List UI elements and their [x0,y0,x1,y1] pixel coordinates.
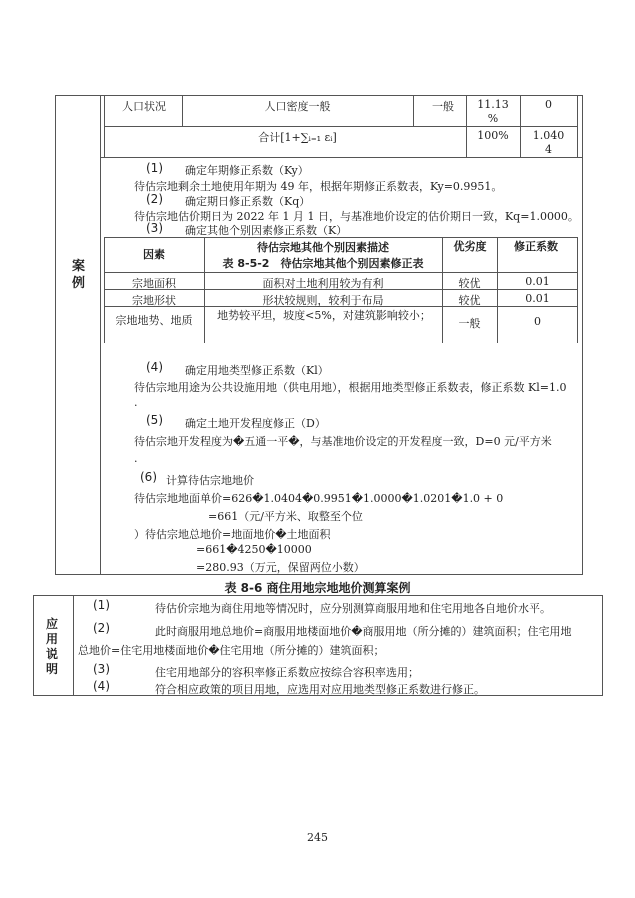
cell: 人口密度一般 [264,100,331,113]
step-text: . [134,452,138,465]
step-number: (1) [146,161,163,175]
step-title: 确定土地开发程度修正（D） [185,417,326,430]
cell: 0.01 [525,292,550,305]
total-label: 合计[1+∑ᵢ₌₁ εᵢ] [258,131,337,144]
cell: 形状较规则，较利于布局 [262,294,384,307]
header-grade: 优劣度 [453,240,487,253]
table-caption: 表 8-5-2 待估宗地其他个别因素修正表 [222,257,424,270]
item-number: (4) [93,679,110,693]
cell: 面积对土地利用较为有利 [262,277,384,290]
cell: 一般 [458,317,481,330]
factor-table [104,237,578,343]
item-text: 总地价=住宅用地楼面地价�住宅用地（所分摊的）建筑面积； [78,644,385,657]
header-desc: 待估宗地其他个别因素描述 [257,241,389,254]
step-text: 待估宗地用途为公共设施用地（供电用地），根据用地类型修正系数表，修正系数 Kl=1.0 [134,381,567,394]
page-number: 245 [307,831,328,844]
step-title: 确定用地类型修正系数（Kl） [185,364,329,377]
side-label: 应 用 说 明 [46,617,59,676]
cell: 0 [545,98,552,111]
item-text: 符合相应政策的项目用地，应选用对应用地类型修正系数进行修正。 [155,683,485,696]
formula: ）待估宗地总地价=地面地价�土地面积 [134,528,331,541]
item-number: (3) [93,662,110,676]
step-title: 确定其他个别因素修正系数（K） [185,224,348,237]
item-text: 此时商服用地总地价=商服用地楼面地价�商服用地（所分摊的）建筑面积；住宅用地 [155,625,572,638]
cell: 一般 [432,100,454,113]
total-coef: 1.040 4 [532,129,565,156]
step-number: (3) [146,221,163,235]
cell: 较优 [458,277,481,290]
step-title: 确定年期修正系数（Ky） [185,164,309,177]
item-text: 待估价宗地为商住用地等情况时，应分别测算商服用地和住宅用地各自地价水平。 [155,602,551,615]
item-text: 住宅用地部分的容积率修正系数应按综合容积率选用； [155,666,419,679]
cell: 11.13 % [477,98,509,125]
cell: 人口状况 [122,100,166,113]
step-text: 待估宗地开发程度为�五通一平�，与基准地价设定的开发程度一致，D=0 元/平方米 [134,435,552,448]
formula: 待估宗地地面单价=626�1.0404�0.9951�1.0000�1.0201�1.0 + 0 [134,492,504,505]
step-number: (6) [140,470,157,484]
item-number: (1) [93,598,110,612]
cell: 0.01 [525,275,550,288]
step-number: (2) [146,192,163,206]
table-title: 表 8-6 商住用地宗地地价测算案例 [224,581,411,595]
case-label: 案 例 [72,259,86,291]
formula: =661�4250�10000 [196,543,312,556]
header-coef: 修正系数 [514,240,558,253]
step-text: 待估宗地剩余土地使用年期为 49 年，根据年期修正系数表，Ky=0.9951。 [134,180,503,193]
total-weight: 100% [477,129,509,142]
formula: =280.93（万元，保留两位小数） [196,561,365,574]
step-title: 确定期日修正系数（Kq） [185,195,311,208]
step-number: (5) [146,413,163,427]
formula: =661（元/平方米、取整至个位 [208,510,363,523]
header-factor: 因素 [143,248,165,261]
cell: 宗地形状 [132,294,176,307]
step-number: (4) [146,360,163,374]
cell: 宗地面积 [132,277,176,290]
cell: 较优 [458,294,481,307]
step-text: . [134,396,138,409]
step-text: 待估宗地估价期日为 2022 年 1 月 1 日，与基准地价设定的估价期日一致，Kq=1.0000。 [134,210,579,223]
item-number: (2) [93,621,110,635]
cell: 宗地地势、地质 [115,314,193,327]
cell: 0 [534,315,541,328]
cell: 地势较平坦，坡度<5%，对建筑影响较小； [217,309,431,322]
step-title: 计算待估宗地地价 [166,474,254,487]
